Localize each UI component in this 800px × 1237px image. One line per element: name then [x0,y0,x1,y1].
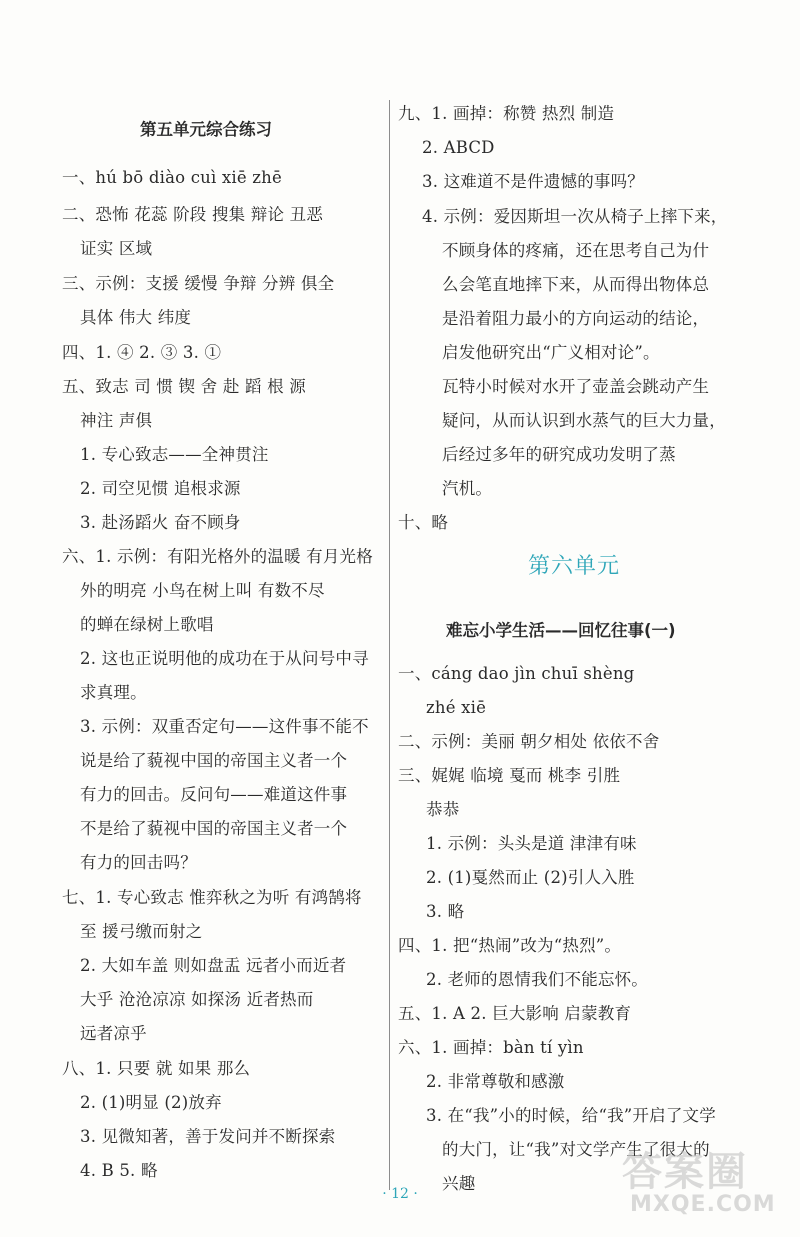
answer-line: 一、cáng dao jìn chuī shèng [398,664,635,683]
answer-line: 六、1. 画掉：bàn tí yìn [398,1038,584,1057]
answer-line: 四、1. 把“热闹”改为“热烈”。 [398,936,622,955]
answer-line: 汽机。 [442,479,493,498]
answer-line: 有力的回击吗？ [80,853,197,872]
watermark-text: 答案圈 [622,1149,748,1195]
column-divider [389,100,390,1190]
answer-line: 3. 赴汤蹈火 奋不顾身 [80,513,241,532]
answer-line: 2. 非常尊敬和感激 [426,1072,565,1091]
answer-line: 么会笔直地摔下来，从而得出物体总 [442,275,710,294]
answer-line: 十、略 [398,513,449,532]
answer-line: 说是给了藐视中国的帝国主义者一个 [80,751,348,770]
answer-line: 1. 专心致志——全神贯注 [80,445,269,464]
answer-line: 三、示例：支援 缓慢 争辩 分辨 俱全 [62,274,335,293]
answer-line: 2. ABCD [422,138,495,157]
answer-line: 神注 声俱 [80,411,153,430]
answer-line: 3. 这难道不是件遗憾的事吗？ [422,172,644,191]
answer-line: 1. 示例：头头是道 津津有味 [426,834,637,853]
answer-line: 3. 示例：双重否定句——这件事不能不 [80,717,369,736]
unit-title-6: 第六单元 [528,554,621,579]
answer-line: 2. (1)明显 (2)放弃 [80,1093,222,1112]
answer-line: 证实 区域 [80,239,153,258]
answer-line: 具体 伟大 纬度 [80,308,192,327]
answer-line: 2. 大如车盖 则如盘盂 远者小而近者 [80,956,347,975]
answer-line: 五、致志 司 惯 锲 舍 赴 蹈 根 源 [62,377,306,396]
answer-line: 有力的回击。反问句——难道这件事 [80,785,348,804]
answer-line: 一、hú bō diào cuì xiē zhē [62,168,282,187]
answer-line: 的大门，让“我”对文学产生了很大的 [442,1140,710,1159]
answer-line: 2. 老师的恩情我们不能忘怀。 [426,970,648,989]
answer-line: 外的明亮 小鸟在树上叫 有数不尽 [80,581,325,600]
answer-line: 六、1. 示例：有阳光格外的温暖 有月光格 [62,547,373,566]
answer-line: 2. 这也正说明他的成功在于从问号中寻 [80,649,369,668]
answer-line: 远者凉乎 [80,1024,147,1043]
answer-line: 七、1. 专心致志 惟弈秋之为听 有鸿鹄将 [62,888,362,907]
answer-line: 3. 见微知著，善于发问并不断探索 [80,1127,336,1146]
watermark-logo [610,1140,785,1225]
answer-line: 二、恐怖 花蕊 阶段 搜集 辩论 丑恶 [62,205,324,224]
answer-line: 的蝉在绿树上歌唱 [80,615,214,634]
section-title-unit5: 第五单元综合练习 [140,120,272,139]
answer-line: 疑问，从而认识到水蒸气的巨大力量， [442,411,726,430]
answer-line: 后经过多年的研究成功发明了蒸 [442,445,676,464]
answer-line: 九、1. 画掉：称赞 热烈 制造 [398,104,615,123]
answer-line: zhé xiē [426,698,487,717]
answer-line: 四、1. ④ 2. ③ 3. ① [62,343,222,362]
answer-line: 恭恭 [426,800,460,819]
answer-line: 五、1. A 2. 巨大影响 启蒙教育 [398,1004,632,1023]
answer-line: 4. B 5. 略 [80,1161,158,1180]
answer-line: 不顾身体的疼痛，还在思考自己为什 [442,241,710,260]
watermark-url: MXQE.COM [630,1192,776,1217]
answer-line: 大乎 沧沧凉凉 如探汤 近者热而 [80,990,314,1009]
answer-line: 不是给了藐视中国的帝国主义者一个 [80,819,348,838]
answer-line: 4. 示例：爱因斯坦一次从椅子上摔下来， [422,207,728,226]
answer-line: 八、1. 只要 就 如果 那么 [62,1059,251,1078]
answer-line: 求真理。 [80,683,147,702]
answer-line: 2. (1)戛然而止 (2)引人入胜 [426,868,635,887]
answer-line: 三、娓娓 临境 戛而 桃李 引胜 [398,766,621,785]
answer-line: 二、示例：美丽 朝夕相处 依依不舍 [398,732,660,751]
page-number: · 12 · [382,1186,418,1202]
answer-line: 启发他研究出“广义相对论”。 [442,343,660,362]
answer-line: 2. 司空见惯 追根求源 [80,479,241,498]
answer-line: 至 援弓缴而射之 [80,922,203,941]
answer-line: 3. 略 [426,902,465,921]
answer-line: 3. 在“我”小的时候，给“我”开启了文学 [426,1106,716,1125]
answer-line: 是沿着阻力最小的方向运动的结论， [442,309,710,328]
answer-line: 兴趣 [442,1174,476,1193]
answer-line: 瓦特小时候对水开了壶盖会跳动产生 [442,377,710,396]
section-title-memories: 难忘小学生活——回忆往事(一) [446,621,676,640]
